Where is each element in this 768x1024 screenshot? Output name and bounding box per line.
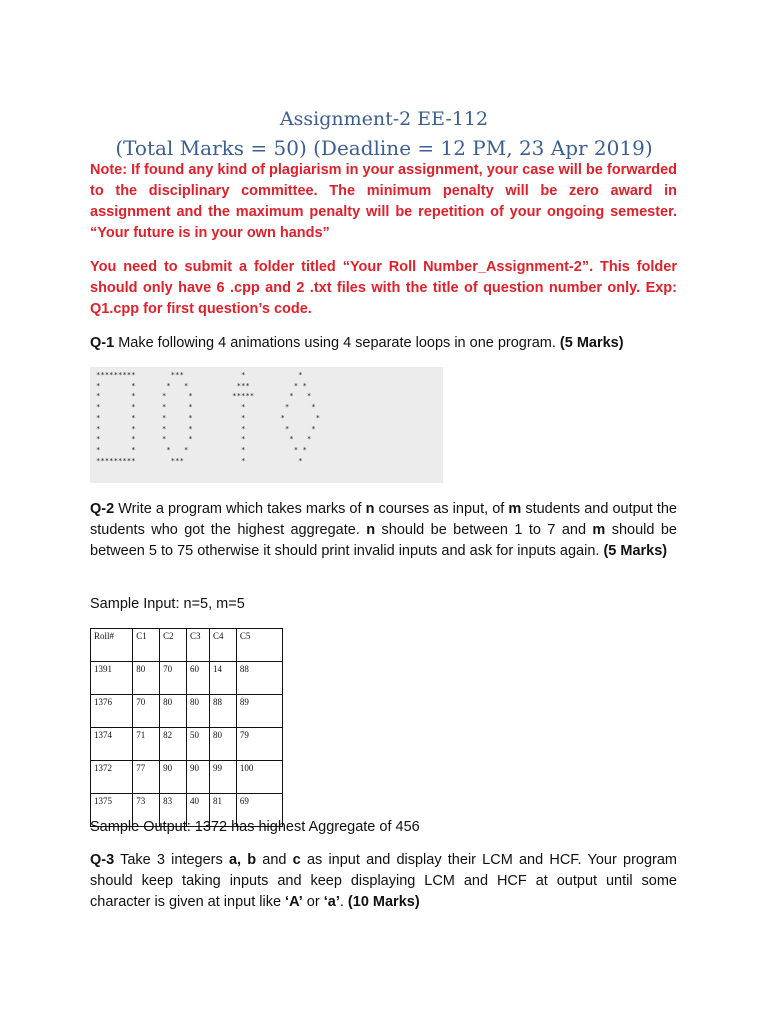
marks-table bbox=[90, 628, 283, 827]
question-3-text: as input and display their LCM and HCF. Your program should keep taking inputs and keep displaying LCM and HCF at output until some character is given at input like bbox=[90, 852, 677, 910]
table-row bbox=[91, 695, 283, 728]
table-cell: 99 bbox=[210, 761, 237, 794]
assignment-title: Assignment-2 EE-112 bbox=[279, 108, 489, 130]
question-3-marks: (10 Marks) bbox=[347, 894, 420, 910]
question-1 bbox=[90, 333, 677, 354]
table-cell: 14 bbox=[210, 662, 237, 695]
question-2-text: should be between 5 to 75 otherwise it should print invalid inputs and ask for inputs again. bbox=[90, 522, 677, 559]
table-cell: 80 bbox=[133, 662, 160, 695]
table-cell: 77 bbox=[133, 761, 160, 794]
var-c: c bbox=[292, 852, 301, 868]
table-header-cell: C2 bbox=[160, 629, 187, 662]
question-1-text: Make following 4 animations using 4 separate loops in one program. bbox=[114, 335, 560, 351]
question-3-text: . bbox=[339, 894, 348, 910]
table-cell: 79 bbox=[236, 728, 282, 761]
table-header-cell: C3 bbox=[186, 629, 209, 662]
table-cell: 40 bbox=[186, 794, 209, 827]
table-cell: 100 bbox=[236, 761, 282, 794]
question-3-label: Q-3 bbox=[90, 852, 115, 868]
question-2-text: should be between 1 to 7 and bbox=[375, 522, 593, 538]
question-2-text: Write a program which takes marks of bbox=[114, 501, 366, 517]
char-upper-a: ‘A’ bbox=[285, 894, 303, 910]
var-m: m bbox=[508, 501, 522, 517]
question-3-text: or bbox=[302, 894, 324, 910]
table-header-cell: C1 bbox=[133, 629, 160, 662]
table-header-cell: Roll# bbox=[91, 629, 133, 662]
table-cell: 60 bbox=[186, 662, 209, 695]
table-row bbox=[91, 662, 283, 695]
table-cell: 80 bbox=[186, 695, 209, 728]
table-row bbox=[91, 761, 283, 794]
table-cell: 69 bbox=[236, 794, 282, 827]
question-3-text: Take 3 integers bbox=[114, 852, 229, 868]
table-cell: 88 bbox=[236, 662, 282, 695]
sample-output: Sample Output: 1372 has highest Aggregate of 456 bbox=[90, 819, 420, 835]
table-cell: 89 bbox=[236, 695, 282, 728]
plagiarism-note: Note: If found any kind of plagiarism in your assignment, your case will be forwarded to the disciplinary committee. The minimum penalty will be zero award in assignment and the maximum penalty will be repetition of your ongoing semester. “Your future is in your own hands” bbox=[90, 162, 677, 241]
table-cell: 1372 bbox=[91, 761, 133, 794]
var-a-b: a, b bbox=[228, 852, 257, 868]
table-cell: 80 bbox=[210, 728, 237, 761]
question-3-text: and bbox=[256, 852, 293, 868]
table-cell: 90 bbox=[186, 761, 209, 794]
table-cell: 88 bbox=[210, 695, 237, 728]
table-cell: 81 bbox=[210, 794, 237, 827]
table-cell: 70 bbox=[133, 695, 160, 728]
table-cell: 80 bbox=[160, 695, 187, 728]
animation-examples bbox=[90, 367, 443, 483]
table-cell: 82 bbox=[160, 728, 187, 761]
table-cell: 70 bbox=[160, 662, 187, 695]
table-cell: 73 bbox=[133, 794, 160, 827]
table-cell: 1391 bbox=[91, 662, 133, 695]
table-cell: 83 bbox=[160, 794, 187, 827]
ascii-art: ********* *** * * * * * * *** * * * * * * ***** * * * * * * * * * * * * * * * * * * * * * * * * * * * * * * * * * * * * * ********* *** * * bbox=[96, 370, 321, 465]
question-2 bbox=[90, 499, 677, 562]
table-header-cell: C4 bbox=[210, 629, 237, 662]
question-2-label: Q-2 bbox=[90, 501, 115, 517]
submission-instructions: You need to submit a folder titled “Your Roll Number_Assignment-2”. This folder should only have 6 .cpp and 2 .txt files with the title of question number only. Exp: Q1.cpp for first question’s code. bbox=[90, 259, 677, 317]
table-header-cell: C5 bbox=[236, 629, 282, 662]
table-cell: 50 bbox=[186, 728, 209, 761]
question-2-marks: (5 Marks) bbox=[603, 543, 668, 559]
table-row bbox=[91, 728, 283, 761]
table-cell: 90 bbox=[160, 761, 187, 794]
table-header-row bbox=[91, 629, 283, 662]
assignment-subtitle: (Total Marks = 50) (Deadline = 12 PM, 23 Apr 2019) bbox=[115, 136, 653, 160]
table-cell: 1375 bbox=[91, 794, 133, 827]
table-cell: 71 bbox=[133, 728, 160, 761]
question-2-text: courses as input, of bbox=[374, 501, 509, 517]
char-lower-a: ‘a’ bbox=[323, 894, 340, 910]
var-n: n bbox=[365, 501, 375, 517]
sample-input: Sample Input: n=5, m=5 bbox=[90, 596, 245, 612]
table-cell: 1376 bbox=[91, 695, 133, 728]
var-n: n bbox=[366, 522, 376, 538]
table-cell: 1374 bbox=[91, 728, 133, 761]
var-m: m bbox=[592, 522, 606, 538]
question-1-label: Q-1 bbox=[90, 335, 115, 351]
question-1-marks: (5 Marks) bbox=[559, 335, 624, 351]
question-3 bbox=[90, 850, 677, 913]
question-2-text: students and output the students who got the highest aggregate. bbox=[90, 501, 677, 538]
